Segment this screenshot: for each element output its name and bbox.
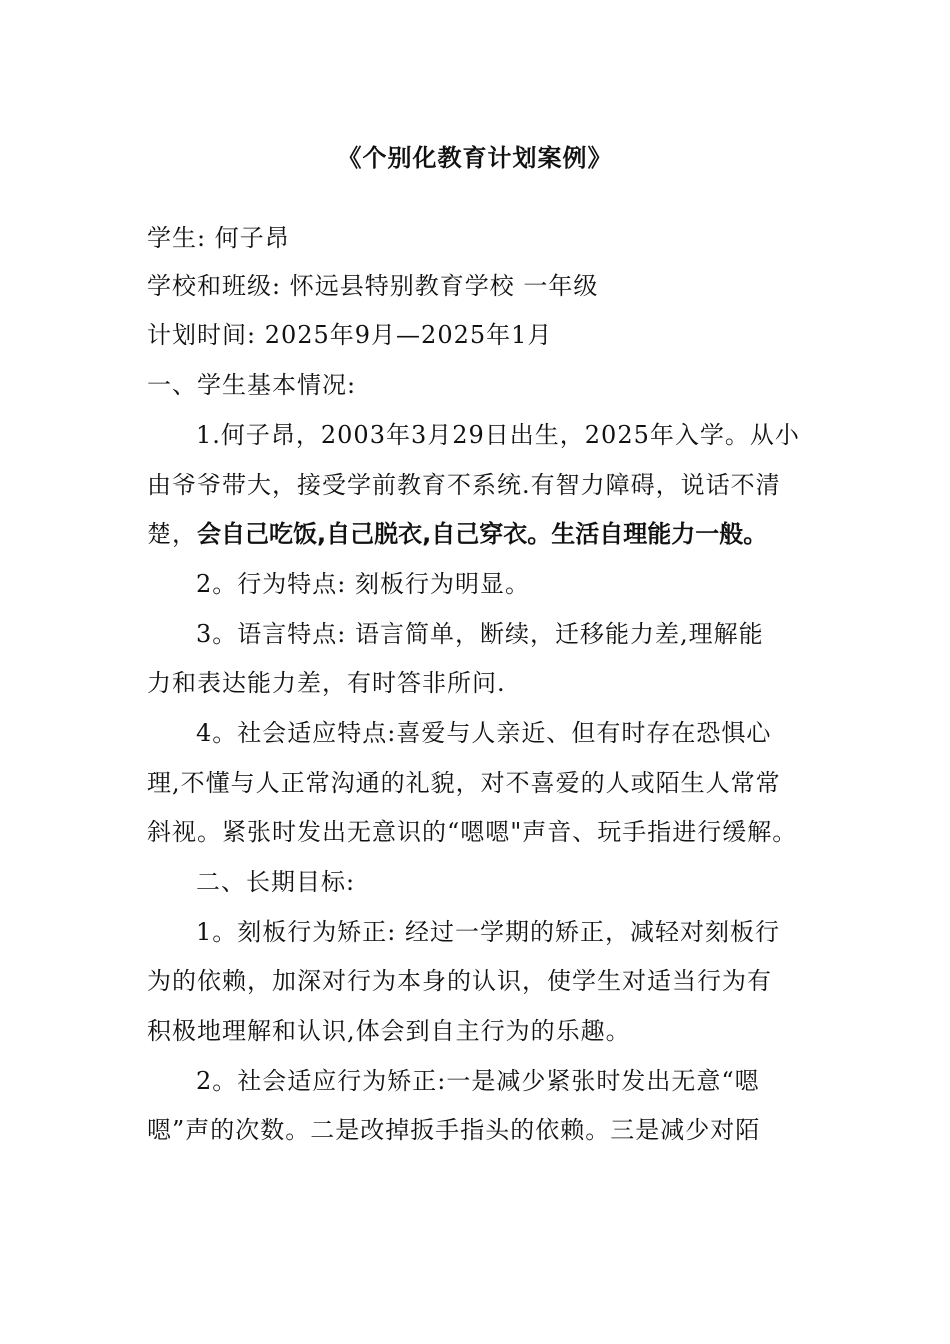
school-class-line: 学校和班级: 怀远县特别教育学校 一年级 — [147, 272, 599, 300]
goal-1-line-1: 1。刻板行为矫正: 经过一学期的矫正，减轻对刻板行 — [196, 918, 780, 946]
goal-1-line-3: 积极地理解和认识,体会到自主行为的乐趣。 — [147, 1017, 631, 1045]
paragraph-1-line-3 — [147, 518, 767, 550]
paragraph-3-line-1: 3。语言特点: 语言简单，断续，迁移能力差,理解能 — [196, 620, 764, 648]
paragraph-1-line-3-bold: 会自己吃饭,自己脱衣,自己穿衣。生活自理能力一般。 — [197, 520, 768, 548]
goal-2-line-1: 2。社会适应行为矫正:一是减少紧张时发出无意“嗯 — [196, 1067, 760, 1095]
paragraph-1-line-2: 由爷爷带大，接受学前教育不系统.有智力障碍，说话不清 — [147, 471, 781, 499]
paragraph-2: 2。行为特点: 刻板行为明显。 — [196, 570, 530, 598]
paragraph-4-line-3: 斜视。紧张时发出无意识的“嗯嗯"声音、玩手指进行缓解。 — [147, 818, 798, 846]
student-name-line: 学生: 何子昂 — [147, 224, 290, 252]
paragraph-3-line-2: 力和表达能力差，有时答非所问. — [147, 669, 506, 697]
section1-heading: 一、学生基本情况: — [147, 371, 357, 399]
paragraph-4-line-2: 理,不懂与人正常沟通的礼貌，对不喜爱的人或陌生人常常 — [147, 769, 781, 797]
goal-2-line-2: 嗯”声的次数。二是改掉扳手指头的依赖。三是减少对陌 — [147, 1116, 761, 1144]
goal-1-line-2: 为的依赖，加深对行为本身的认识，使学生对适当行为有 — [147, 967, 772, 995]
document-title: 《个别化教育计划案例》 — [337, 143, 613, 172]
plan-time-line: 计划时间: 2025年9月—2025年1月 — [147, 321, 553, 349]
paragraph-4-line-1: 4。社会适应特点:喜爱与人亲近、但有时存在恐惧心 — [196, 719, 772, 747]
paragraph-1-line-1: 1.何子昂，2003年3月29日出生，2025年入学。从小 — [196, 421, 800, 449]
paragraph-1-line-3-start: 楚， — [147, 520, 197, 548]
section2-heading: 二、长期目标: — [196, 868, 356, 896]
